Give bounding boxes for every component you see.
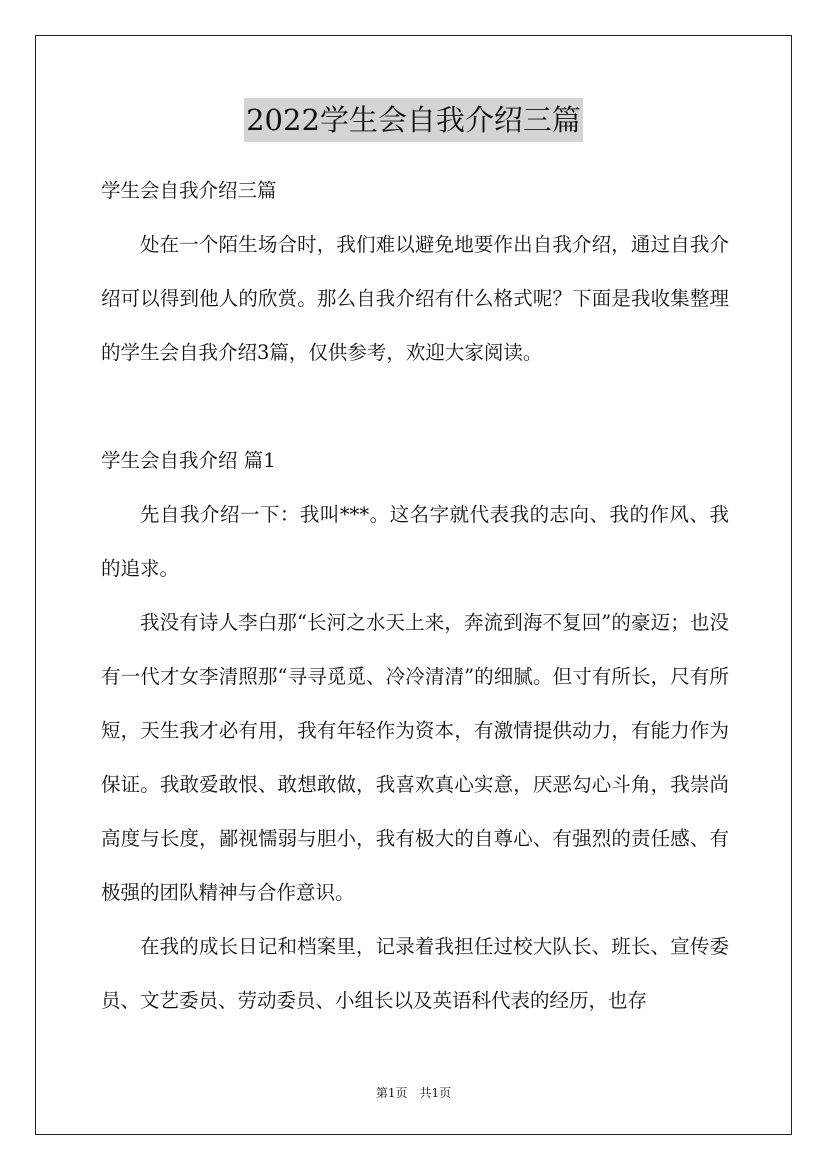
page-total: 共1页: [419, 1086, 452, 1100]
page-number: 第1页: [375, 1086, 408, 1100]
document-subtitle: 学生会自我介绍三篇: [101, 179, 277, 202]
section-heading: 学生会自我介绍 篇1: [101, 449, 276, 472]
intro-paragraph: 处在一个陌生场合时，我们难以避免地要作出自我介绍，通过自我介绍可以得到他人的欣赏。那么自我介绍有什么格式呢？下面是我收集整理的学生会自我介绍3篇，仅供参考，欢迎大家阅读。: [101, 233, 729, 364]
body-paragraph: 在我的成长日记和档案里，记录着我担任过校大队长、班长、宣传委员、文艺委员、劳动委员、小组长以及英语科代表的经历，也存: [101, 935, 729, 1012]
section-gap: [101, 380, 729, 434]
title-container: [0, 98, 827, 142]
document-title: 2022学生会自我介绍三篇: [244, 98, 583, 142]
body-paragraph: 先自我介绍一下：我叫***。这名字就代表我的志向、我的作风、我的追求。: [101, 503, 729, 580]
body-paragraph: 我没有诗人李白那“长河之水天上来，奔流到海不复回”的豪迈；也没有一代才女李清照那“寻寻觅觅、冷冷清清”的细腻。但寸有所长，尺有所短，天生我才必有用，我有年轻作为资本，有激情提供动力，有能力作为保证。我敢爱敢恨、敢想敢做，我喜欢真心实意，厌恶勾心斗角，我崇尚高度与长度，鄙视懦弱与胆小，我有极大的自尊心、有强烈的责任感、有极强的团队精神与合作意识。: [101, 611, 729, 904]
document-body: [101, 164, 729, 1028]
page-footer: [0, 1085, 827, 1101]
